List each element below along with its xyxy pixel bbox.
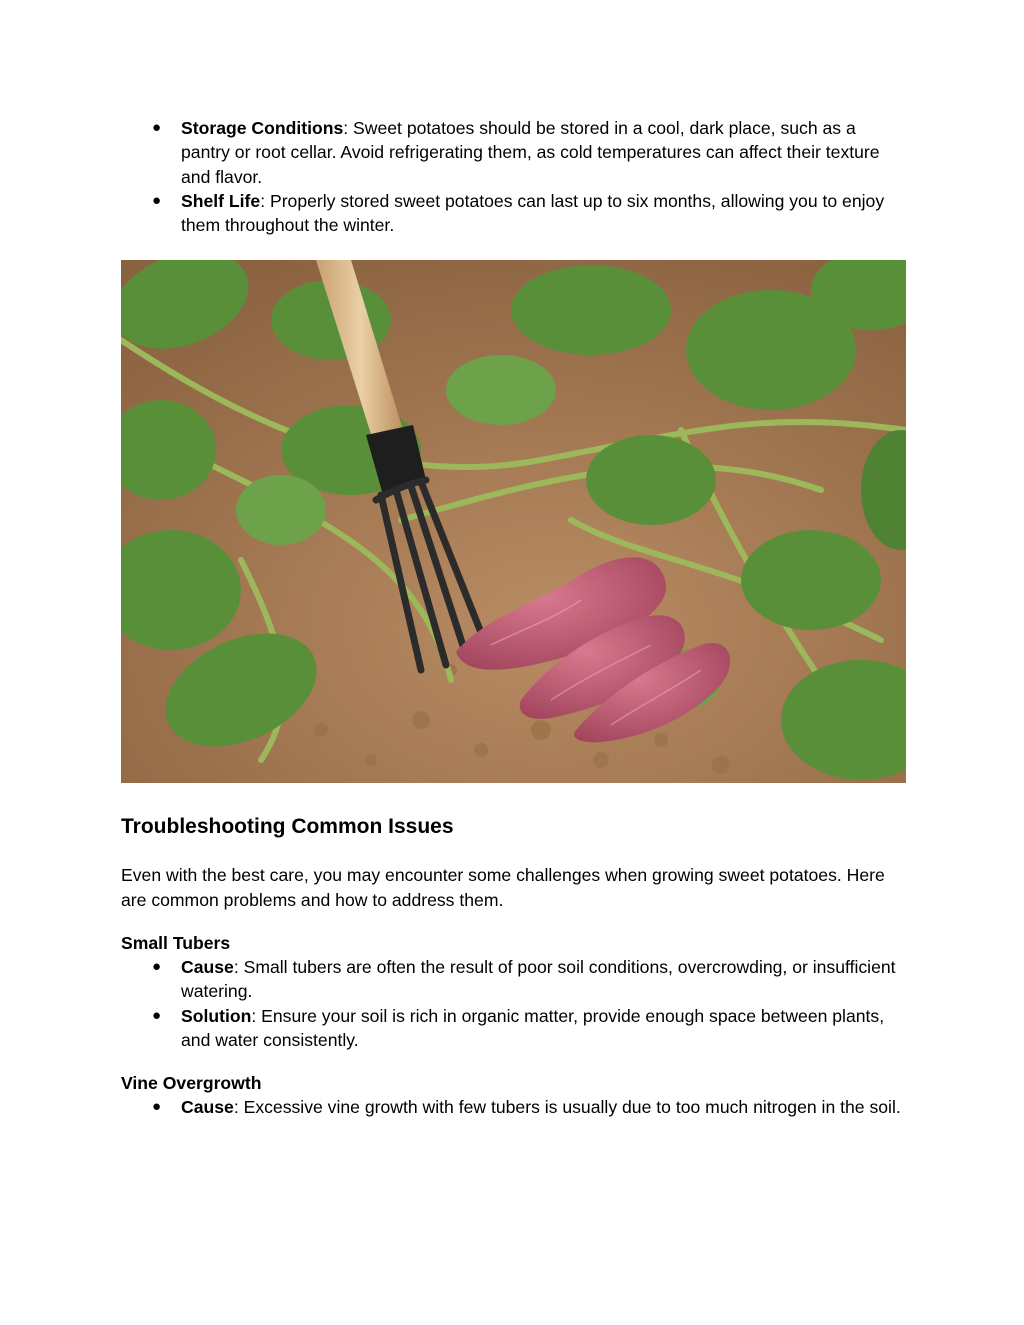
list-item-text: : Excessive vine growth with few tubers is usually due to too much nitrogen in the soil. (233, 1097, 901, 1118)
list-item-term: Storage Conditions (181, 118, 344, 138)
list-item (121, 1004, 907, 1053)
bullet-icon: ● (152, 119, 162, 136)
small-tubers-list (121, 955, 907, 1052)
list-item-term: Solution (181, 1005, 252, 1026)
list-item-term: Cause (181, 957, 234, 978)
list-item (121, 116, 907, 189)
list-item-text: : Ensure your soil is rich in organic matter, provide enough space between plants, and water consistently. (181, 1005, 885, 1050)
bullet-icon: ● (152, 191, 162, 209)
storage-list (121, 116, 907, 237)
list-item (121, 1095, 907, 1119)
list-item (121, 189, 907, 238)
bullet-icon: ● (152, 1098, 162, 1116)
subheading-small-tubers: Small Tubers (121, 933, 231, 954)
list-item-term: Shelf Life (181, 190, 261, 211)
section-heading: Troubleshooting Common Issues (121, 815, 454, 839)
list-item (121, 955, 907, 1004)
document-page (121, 116, 907, 1120)
list-item-text: : Small tubers are often the result of poor soil conditions, overcrowding, or insufficient watering. (181, 957, 896, 1002)
vine-overgrowth-list (121, 1095, 907, 1119)
bullet-icon: ● (152, 958, 162, 976)
sweet-potato-harvest-photo (121, 260, 906, 783)
list-item-term: Cause (181, 1097, 234, 1118)
subheading-vine-overgrowth: Vine Overgrowth (121, 1073, 262, 1094)
list-item-text: : Sweet potatoes should be stored in a cool, dark place, such as a pantry or root cellar. Avoid refrigerating them, as cold temperatures can affect their texture and flavor. (181, 118, 880, 187)
list-item-text: : Properly stored sweet potatoes can last up to six months, allowing you to enjoy them throughout the winter. (181, 190, 885, 236)
section-intro: Even with the best care, you may encounter some challenges when growing sweet potatoes. Here are common problems and how to address them. (121, 865, 885, 910)
bullet-icon: ● (152, 1006, 162, 1024)
